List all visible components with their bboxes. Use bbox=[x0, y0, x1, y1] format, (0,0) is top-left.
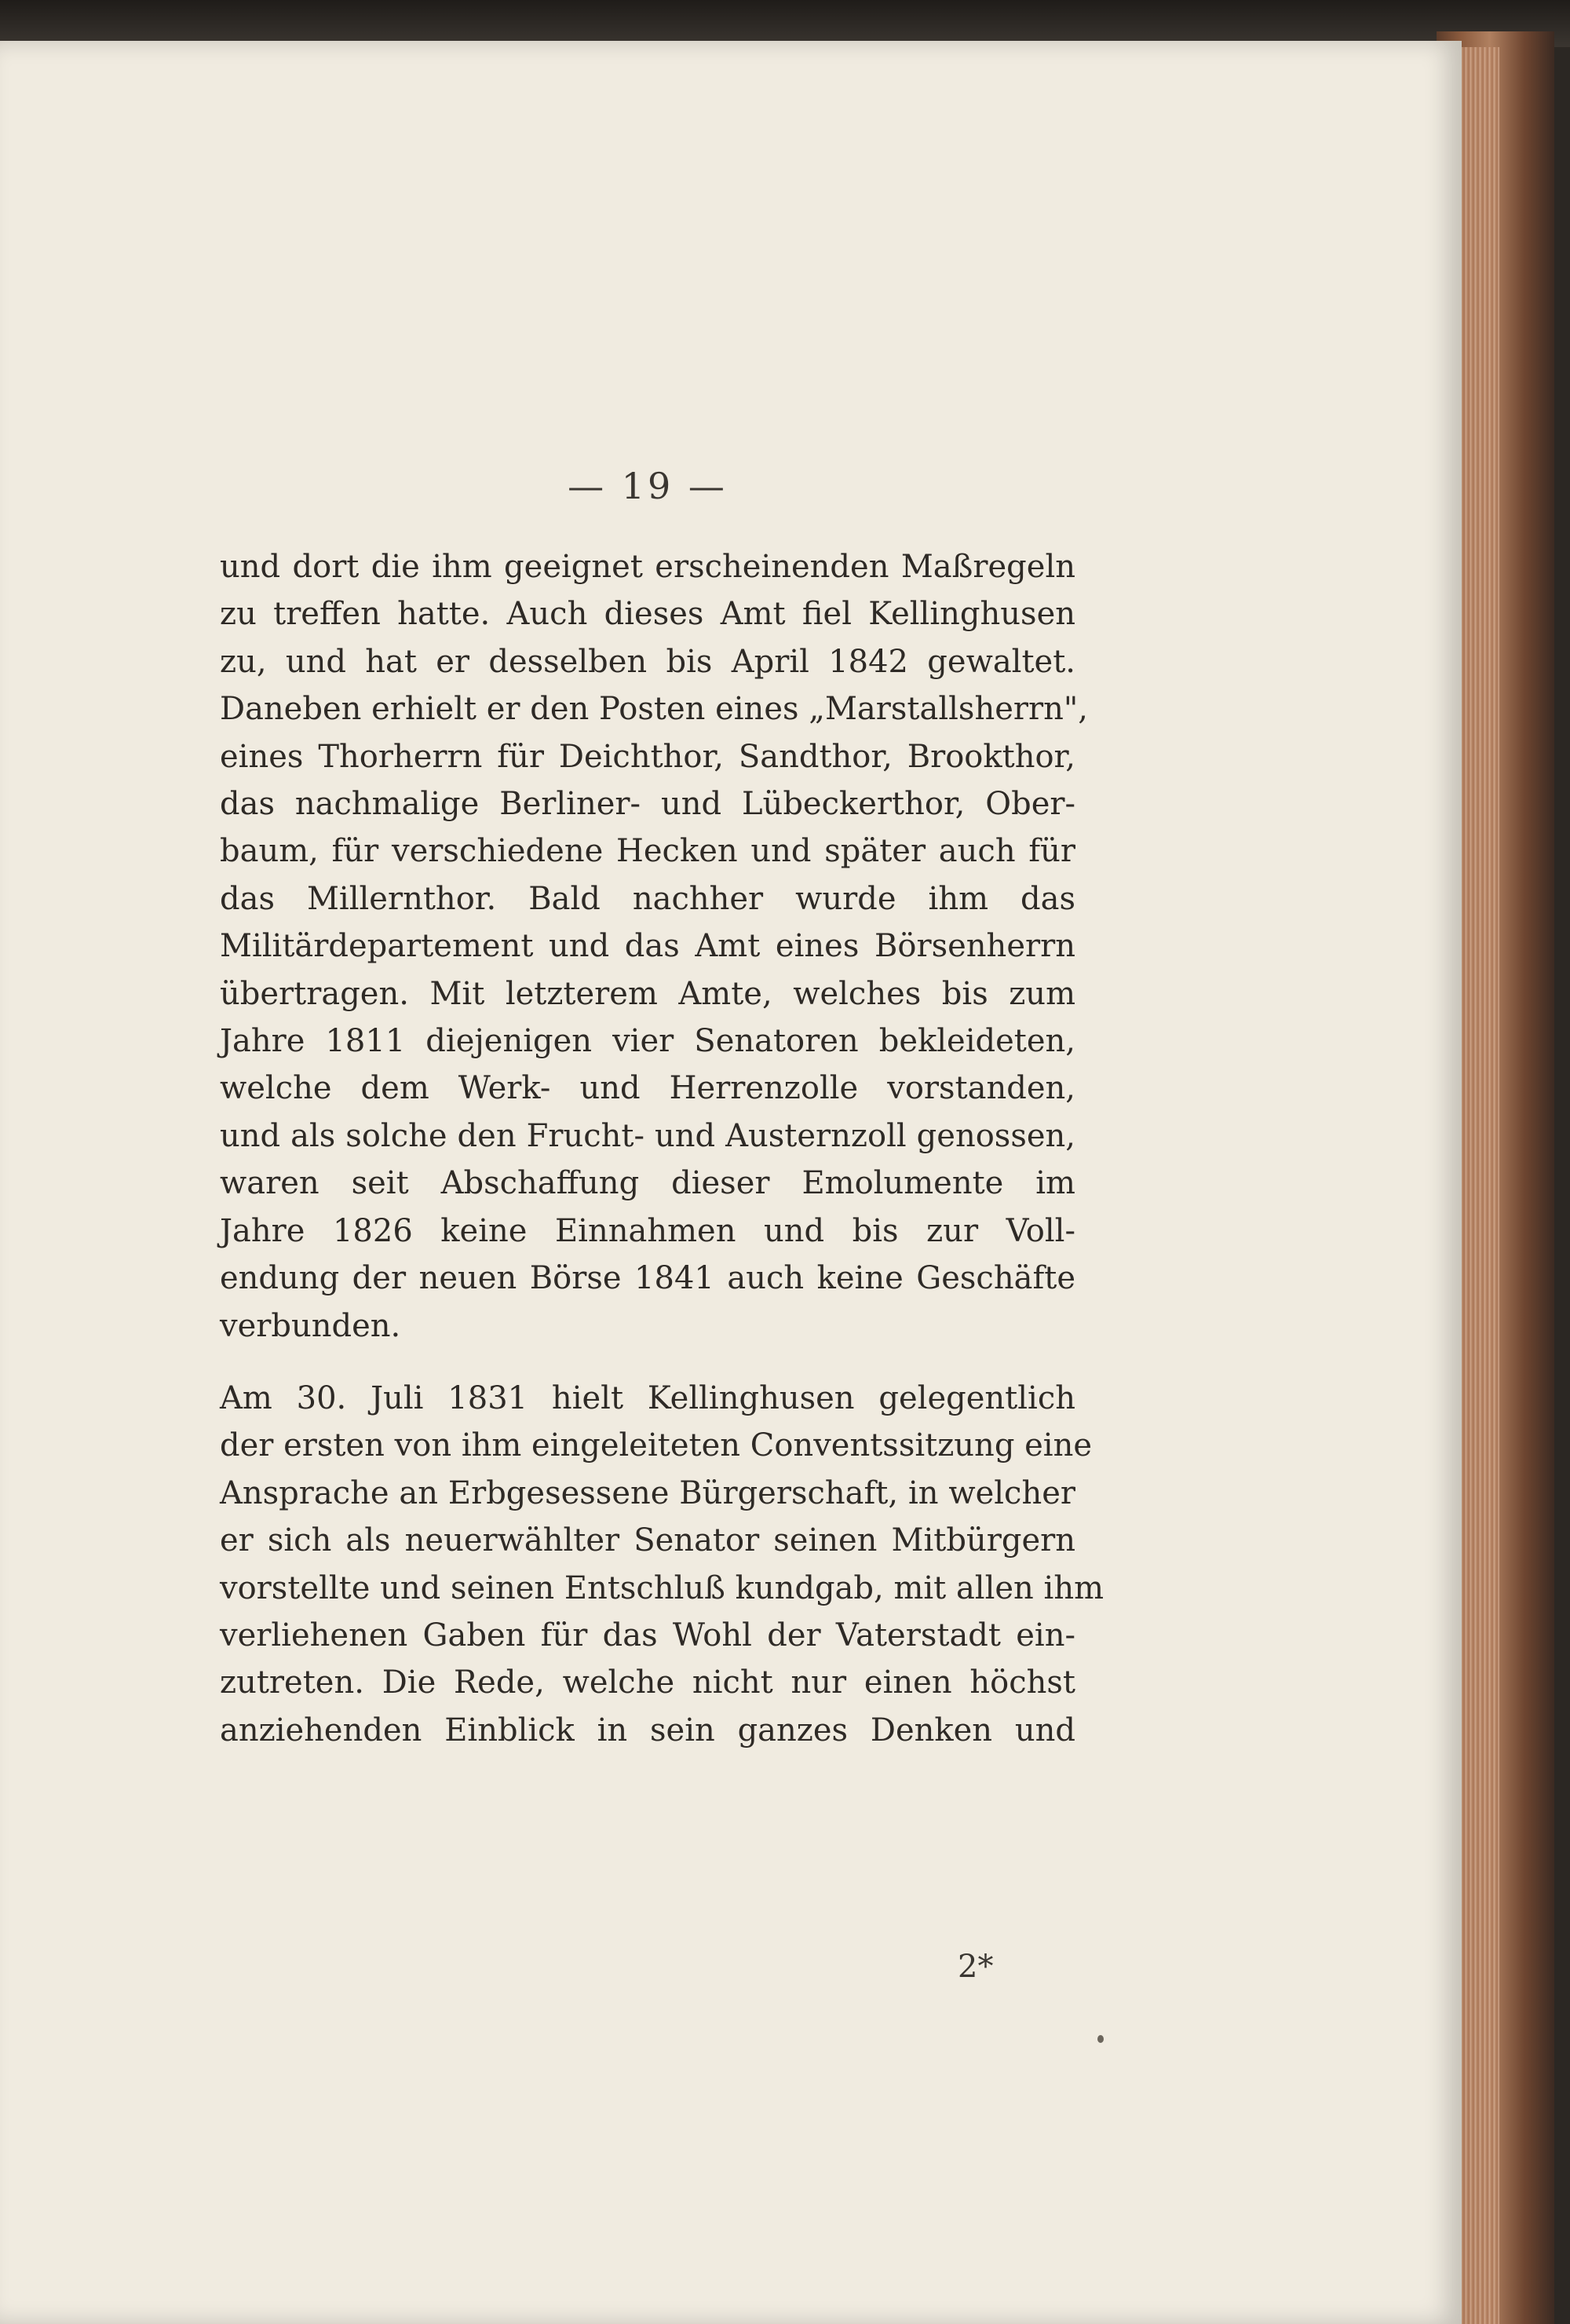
paragraph-1 bbox=[220, 543, 1088, 1350]
text-line: anziehenden Einblick in sein ganzes Denken und bbox=[220, 1712, 1075, 1748]
page-number: — 19 — bbox=[568, 465, 728, 507]
text-line: Jahre 1811 diejenigen vier Senatoren bekleideten, bbox=[220, 1023, 1075, 1060]
text-line: und dort die ihm geeignet erscheinenden Maßregeln bbox=[220, 549, 1075, 585]
text-line: eines Thorherrn für Deichthor, Sandthor, Brookthor, bbox=[220, 738, 1075, 775]
text-line: das nachmalige Berliner- und Lübeckerthor, Ober- bbox=[220, 786, 1075, 823]
text-line: waren seit Abschaffung dieser Emolumente im bbox=[220, 1165, 1075, 1202]
text-line: welche dem Werk- und Herrenzolle vorstanden, bbox=[220, 1070, 1075, 1107]
scan-background-top bbox=[0, 0, 1570, 47]
signature-mark: 2* bbox=[958, 1949, 994, 1985]
text-line: der ersten von ihm eingeleiteten Conventssitzung eine bbox=[220, 1427, 1093, 1464]
text-line: zu, und hat er desselben bis April 1842 gewaltet. bbox=[220, 643, 1075, 680]
paragraph-gap bbox=[220, 1350, 1075, 1375]
text-line: das Millernthor. Bald nachher wurde ihm das bbox=[220, 880, 1075, 917]
text-line: Am 30. Juli 1831 hielt Kellinghusen gelegentlich bbox=[220, 1379, 1075, 1416]
ink-speck bbox=[1097, 2035, 1104, 2043]
text-line: Militärdepartement und das Amt eines Börsenherrn bbox=[220, 928, 1075, 965]
text-line: vorstellte und seinen Entschluß kundgab, mit allen ihm bbox=[220, 1569, 1104, 1606]
book-page bbox=[0, 41, 1462, 2324]
text-line: verliehenen Gaben für das Wohl der Vaterstadt ein- bbox=[220, 1617, 1075, 1653]
body-text bbox=[220, 543, 1104, 1754]
text-line: übertragen. Mit letzterem Amte, welches bis zum bbox=[220, 975, 1075, 1012]
text-line: Ansprache an Erbgesessene Bürgerschaft, in welcher bbox=[220, 1474, 1075, 1511]
text-line: zutreten. Die Rede, welche nicht nur einen höchst bbox=[220, 1664, 1075, 1701]
text-line: Jahre 1826 keine Einnahmen und bis zur Voll- bbox=[220, 1212, 1075, 1249]
text-line: zu treffen hatte. Auch dieses Amt fiel Kellinghusen bbox=[220, 596, 1075, 633]
text-line: er sich als neuerwählter Senator seinen Mitbürgern bbox=[220, 1522, 1075, 1559]
text-line: endung der neuen Börse 1841 auch keine Geschäfte bbox=[220, 1260, 1075, 1297]
text-line: baum, für verschiedene Hecken und später auch für bbox=[220, 833, 1075, 870]
text-line: und als solche den Frucht- und Austernzoll genossen, bbox=[220, 1117, 1075, 1154]
paragraph-2 bbox=[220, 1375, 1104, 1754]
text-line: Daneben erhielt er den Posten eines „Marstallsherrn", bbox=[220, 691, 1088, 728]
text-line: verbunden. bbox=[220, 1307, 401, 1344]
